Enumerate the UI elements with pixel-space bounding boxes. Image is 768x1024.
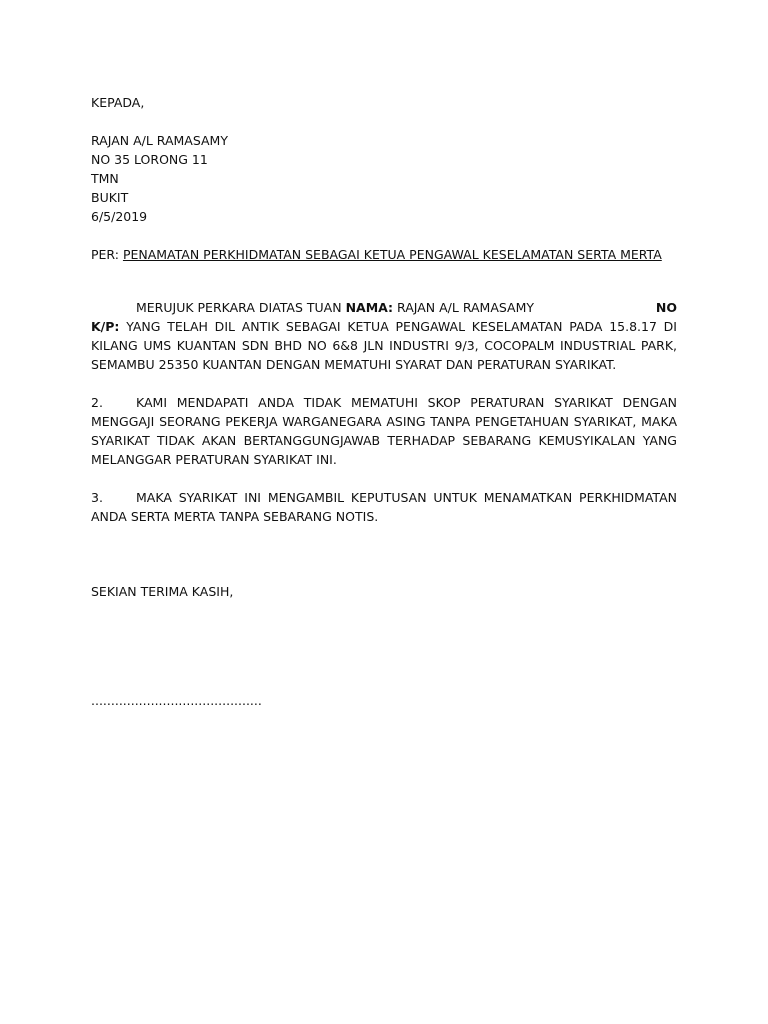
salutation: KEPADA, <box>91 95 145 110</box>
nama-value: RAJAN A/L RAMASAMY <box>397 300 535 315</box>
paragraph-1-body: YANG TELAH DIL ANTIK SEBAGAI KETUA PENGAWAL KESELAMATAN PADA 15.8.17 DI KILANG UMS KUANTAN SDN BHD NO 6&8 JLN INDUSTRI 9/3, COCOPALM INDUSTRIAL PARK, SEMAMBU 25350 KUANTAN DENGAN MEMATUHI SYARAT DAN PERATURAN SYARIKAT. <box>91 319 677 372</box>
paragraph-1 <box>91 298 677 374</box>
recipient-address-line2: TMN <box>91 171 119 186</box>
paragraph-3-number: 3. <box>91 490 103 505</box>
kp-label: K/P: <box>91 319 120 334</box>
subject-text: PENAMATAN PERKHIDMATAN SEBAGAI KETUA PENGAWAL KESELAMATAN SERTA MERTA <box>122 247 662 262</box>
paragraph-2-text: KAMI MENDAPATI ANDA TIDAK MEMATUHI SKOP PERATURAN SYARIKAT DENGAN MENGGAJI SEORANG PEKERJA WARGANEGARA ASING TANPA PENGETAHUAN SYARIKAT, MAKA SYARIKAT TIDAK AKAN BERTANGGUNGJAWAB TERHADAP SEBARANG KEMUSYIKALAN YANG MELANGGAR PERATURAN SYARIKAT INI. <box>91 395 677 467</box>
no-label: NO <box>655 300 677 315</box>
subject-line <box>91 245 662 264</box>
recipient-address-line1: NO 35 LORONG 11 <box>91 152 208 167</box>
letter-date: 6/5/2019 <box>91 209 148 224</box>
paragraph-2-number: 2. <box>91 395 103 410</box>
subject-prefix: PER: <box>91 247 119 262</box>
paragraph-3-text: MAKA SYARIKAT INI MENGAMBIL KEPUTUSAN UNTUK MENAMATKAN PERKHIDMATAN ANDA SERTA MERTA TANPA SEBARANG NOTIS. <box>91 490 677 524</box>
nama-label: NAMA: <box>345 300 394 315</box>
closing: SEKIAN TERIMA KASIH, <box>91 584 234 599</box>
paragraph-2 <box>91 393 677 469</box>
paragraph-3 <box>91 488 677 526</box>
recipient-address-line3: BUKIT <box>91 190 129 205</box>
paragraph-1-lead: MERUJUK PERKARA DIATAS TUAN <box>136 300 342 315</box>
signature-line: ........................................... <box>91 693 262 708</box>
recipient-name: RAJAN A/L RAMASAMY <box>91 133 228 148</box>
